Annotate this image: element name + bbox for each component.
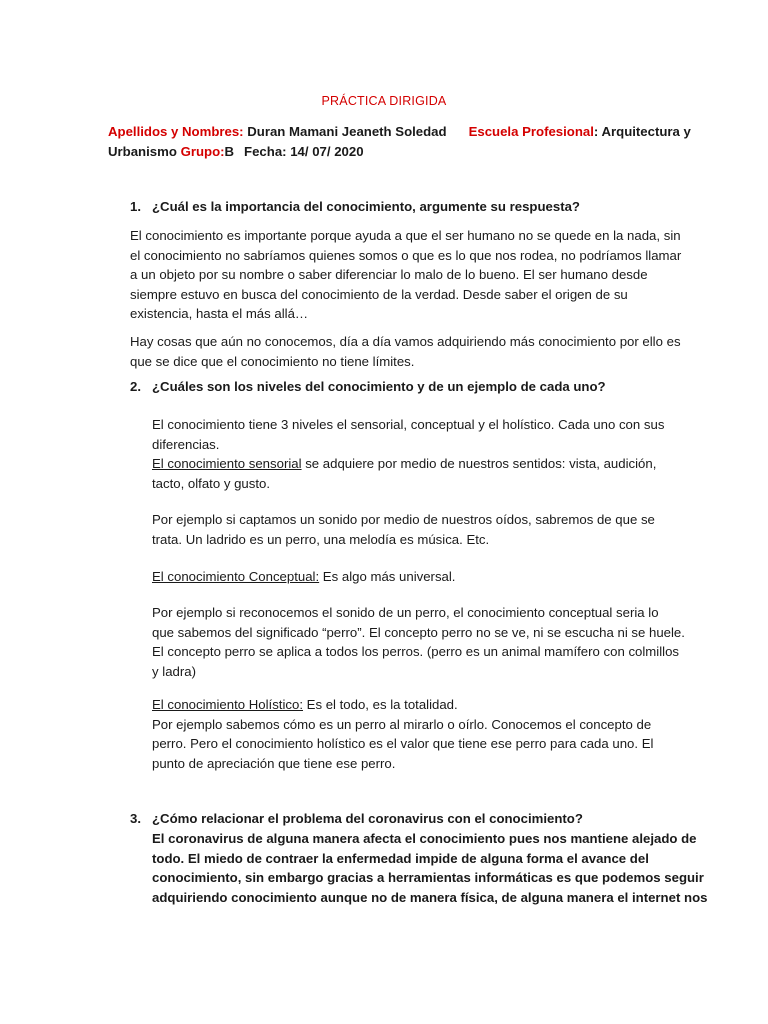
question-2-number: 2. [130, 379, 141, 394]
holistic-section: El conocimiento Holístico: Es el todo, es la totalidad. Por ejemplo sabemos cómo es un perro al mirarlo o oírlo. Conocemos el concepto de perro. Pero el conocimiento holístico es el valor que tiene ese perro para cada uno. El punto de apreciación que tiene ese perro. [152, 697, 654, 771]
answer-2-intro: El conocimiento tiene 3 niveles el sensorial, conceptual y el holístico. Cada uno con sus diferencias. El conocimiento sensorial se adquiere por medio de nuestros sentidos: vista, audición, tacto, olfato y gusto. [152, 417, 665, 491]
conceptual-heading: El conocimiento Conceptual: Es algo más universal. [152, 569, 456, 584]
question-2 [130, 379, 606, 394]
sensorial-label: El conocimiento sensorial [152, 456, 302, 471]
answer-1-paragraph-1: El conocimiento es importante porque ayuda a que el ser humano no se quede en la nada, sin el conocimiento no sabríamos quienes somos o que es lo que nos rodea, no podríamos llamar a un objeto por su nombre o saber diferenciar lo malo de lo bueno. El ser humano desde siempre estuvo en busca del conocimiento de la verdad. Desde saber el origen de su existencia, hasta el más allá… [130, 228, 682, 321]
student-header [108, 122, 691, 162]
answer-1-paragraph-2: Hay cosas que aún no conocemos, día a día vamos adquiriendo más conocimiento por ello es que se dice que el conocimiento no tiene límites. [130, 334, 681, 369]
question-1-text: ¿Cuál es la importancia del conocimiento, argumente su respuesta? [152, 199, 580, 214]
names-label: Apellidos y Nombres: [108, 124, 244, 139]
answer-3: El coronavirus de alguna manera afecta el conocimiento pues nos mantiene alejado de todo. El miedo de contraer la enfermedad impide de alguna forma el avance del conocimiento, sin embargo gracias a herramientas informáticas es que podemos seguir adquiriendo conocimiento aunque no de manera física, de alguna manera el internet nos [152, 831, 708, 905]
question-1 [130, 199, 580, 214]
conceptual-example: Por ejemplo si reconocemos el sonido de un perro, el conocimiento conceptual seria lo que sabemos del significado “perro”. El concepto perro no se ve, ni se escucha ni se huele. El concepto perro se aplica a todos los perros. (perro es un animal mamífero con colmillos y ladra) [152, 605, 685, 679]
document-title: PRÁCTICA DIRIGIDA [321, 94, 447, 108]
school-value: : Arquitectura y [593, 124, 691, 139]
question-2-text: ¿Cuáles son los niveles del conocimiento y de un ejemplo de cada uno? [152, 379, 606, 394]
group-value: B [224, 144, 235, 159]
question-3-number: 3. [130, 811, 141, 826]
conceptual-label: El conocimiento Conceptual: [152, 569, 320, 584]
sensorial-example: Por ejemplo si captamos un sonido por medio de nuestros oídos, sabremos de que se trata. Un ladrido es un perro, una melodía es música. Etc. [152, 512, 655, 547]
holistic-label: El conocimiento Holístico: [152, 697, 303, 712]
school-value-cont: Urbanismo [108, 144, 177, 159]
question-1-number: 1. [130, 199, 141, 214]
names-value: Duran Mamani Jeaneth Soledad [243, 124, 447, 139]
date-text: Fecha: 14/ 07/ 2020 [244, 144, 364, 159]
school-label: Escuela Profesional [468, 124, 594, 139]
question-3-text: ¿Cómo relacionar el problema del coronavirus con el conocimiento? [152, 811, 583, 826]
question-3 [130, 811, 583, 826]
group-label: Grupo: [180, 144, 225, 159]
